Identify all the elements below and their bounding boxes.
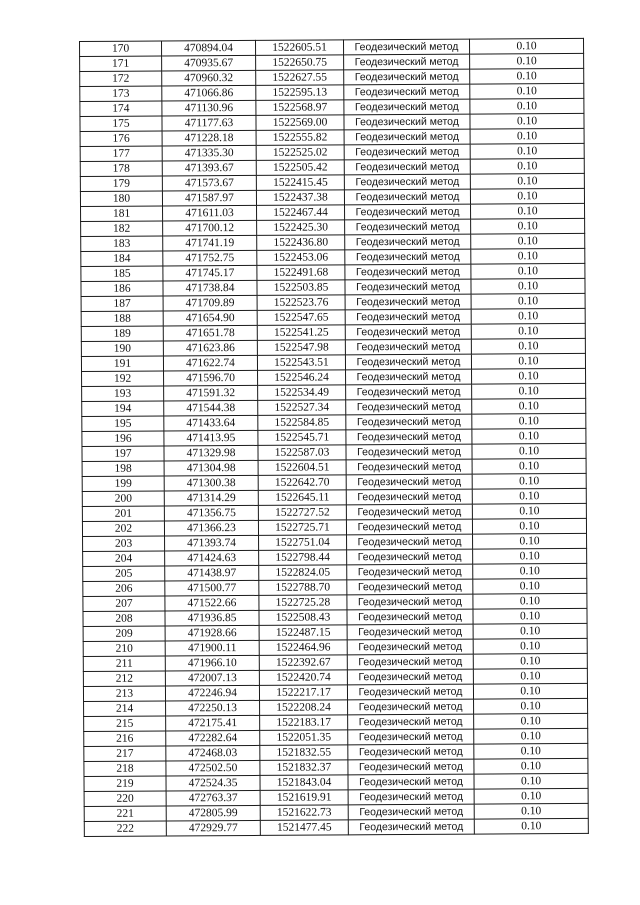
point-number-cell: 186 — [81, 281, 163, 297]
accuracy-cell: 0.10 — [472, 368, 586, 384]
accuracy-cell: 0.10 — [472, 443, 586, 459]
point-number-cell: 203 — [83, 536, 165, 552]
y-coordinate-cell: 1522798.44 — [259, 550, 347, 566]
y-coordinate-cell: 1522725.71 — [258, 520, 346, 536]
y-coordinate-cell: 1522788.70 — [259, 580, 347, 596]
point-number-cell: 212 — [83, 671, 165, 687]
point-number-cell: 191 — [81, 356, 163, 372]
x-coordinate-cell: 471596.70 — [164, 370, 258, 386]
method-cell: Геодезический метод — [345, 219, 471, 235]
point-number-cell: 206 — [83, 581, 165, 597]
x-coordinate-cell: 471900.11 — [165, 640, 259, 656]
x-coordinate-cell: 470960.32 — [162, 70, 256, 86]
point-number-cell: 174 — [80, 101, 162, 117]
accuracy-cell: 0.10 — [470, 83, 584, 99]
accuracy-cell: 0.10 — [473, 593, 587, 609]
x-coordinate-cell: 470935.67 — [162, 55, 256, 71]
x-coordinate-cell: 471177.63 — [162, 115, 256, 131]
method-cell: Геодезический метод — [348, 819, 474, 835]
method-cell: Геодезический метод — [348, 699, 474, 715]
point-number-cell: 185 — [81, 266, 163, 282]
y-coordinate-cell: 1522725.28 — [259, 595, 347, 611]
method-cell: Геодезический метод — [347, 639, 473, 655]
point-number-cell: 175 — [80, 116, 162, 132]
method-cell: Геодезический метод — [346, 384, 472, 400]
y-coordinate-cell: 1522546.24 — [258, 370, 346, 386]
point-number-cell: 179 — [80, 176, 162, 192]
y-coordinate-cell: 1522453.06 — [257, 250, 345, 266]
point-number-cell: 204 — [83, 551, 165, 567]
y-coordinate-cell: 1522642.70 — [258, 475, 346, 491]
accuracy-cell: 0.10 — [474, 743, 588, 759]
accuracy-cell: 0.10 — [470, 113, 584, 129]
accuracy-cell: 0.10 — [471, 323, 585, 339]
method-cell: Геодезический метод — [347, 534, 473, 550]
point-number-cell: 205 — [83, 566, 165, 582]
accuracy-cell: 0.10 — [474, 728, 588, 744]
point-number-cell: 213 — [83, 686, 165, 702]
x-coordinate-cell: 471611.03 — [163, 205, 257, 221]
x-coordinate-cell: 472175.41 — [166, 715, 260, 731]
x-coordinate-cell: 471738.84 — [163, 280, 257, 296]
x-coordinate-cell: 471314.29 — [164, 490, 258, 506]
method-cell: Геодезический метод — [347, 624, 473, 640]
accuracy-cell: 0.10 — [473, 578, 587, 594]
y-coordinate-cell: 1522208.24 — [260, 700, 348, 716]
accuracy-cell: 0.10 — [474, 698, 588, 714]
x-coordinate-cell: 472929.77 — [166, 820, 260, 836]
method-cell: Геодезический метод — [346, 444, 472, 460]
point-number-cell: 215 — [84, 716, 166, 732]
method-cell: Геодезический метод — [343, 39, 469, 55]
point-number-cell: 177 — [80, 146, 162, 162]
x-coordinate-cell: 472468.03 — [166, 745, 260, 761]
point-number-cell: 195 — [82, 416, 164, 432]
x-coordinate-cell: 472805.99 — [166, 805, 260, 821]
accuracy-cell: 0.10 — [472, 488, 586, 504]
point-number-cell: 201 — [82, 506, 164, 522]
accuracy-cell: 0.10 — [471, 353, 585, 369]
x-coordinate-cell: 471752.75 — [163, 250, 257, 266]
x-coordinate-cell: 471741.19 — [163, 235, 257, 251]
x-coordinate-cell: 471413.95 — [164, 430, 258, 446]
point-number-cell: 180 — [80, 191, 162, 207]
accuracy-cell: 0.10 — [473, 668, 587, 684]
method-cell: Геодезический метод — [346, 399, 472, 415]
accuracy-cell: 0.10 — [472, 503, 586, 519]
point-number-cell: 199 — [82, 476, 164, 492]
y-coordinate-cell: 1522605.51 — [255, 40, 343, 56]
y-coordinate-cell: 1522508.43 — [259, 610, 347, 626]
method-cell: Геодезический метод — [347, 669, 473, 685]
method-cell: Геодезический метод — [348, 714, 474, 730]
y-coordinate-cell: 1522051.35 — [260, 730, 348, 746]
method-cell: Геодезический метод — [348, 804, 474, 820]
y-coordinate-cell: 1522420.74 — [259, 670, 347, 686]
y-coordinate-cell: 1522183.17 — [260, 715, 348, 731]
accuracy-cell: 0.10 — [472, 398, 586, 414]
accuracy-cell: 0.10 — [473, 533, 587, 549]
x-coordinate-cell: 472007.13 — [165, 670, 259, 686]
x-coordinate-cell: 472250.13 — [166, 700, 260, 716]
accuracy-cell: 0.10 — [471, 248, 585, 264]
accuracy-cell: 0.10 — [473, 548, 587, 564]
accuracy-cell: 0.10 — [470, 68, 584, 84]
point-number-cell: 209 — [83, 626, 165, 642]
accuracy-cell: 0.10 — [471, 308, 585, 324]
accuracy-cell: 0.10 — [473, 623, 587, 639]
y-coordinate-cell: 1522436.80 — [257, 235, 345, 251]
method-cell: Геодезический метод — [347, 654, 473, 670]
method-cell: Геодезический метод — [344, 144, 470, 160]
x-coordinate-cell: 471522.66 — [165, 595, 259, 611]
x-coordinate-cell: 471573.67 — [162, 175, 256, 191]
point-number-cell: 211 — [83, 656, 165, 672]
method-cell: Геодезический метод — [348, 789, 474, 805]
x-coordinate-cell: 471587.97 — [162, 190, 256, 206]
method-cell: Геодезический метод — [344, 129, 470, 145]
accuracy-cell: 0.10 — [471, 218, 585, 234]
accuracy-cell: 0.10 — [472, 428, 586, 444]
method-cell: Геодезический метод — [344, 99, 470, 115]
accuracy-cell: 0.10 — [471, 233, 585, 249]
accuracy-cell: 0.10 — [470, 143, 584, 159]
point-number-cell: 183 — [81, 236, 163, 252]
x-coordinate-cell: 471966.10 — [165, 655, 259, 671]
y-coordinate-cell: 1522437.38 — [256, 190, 344, 206]
point-number-cell: 218 — [84, 761, 166, 777]
x-coordinate-cell: 471651.78 — [163, 325, 257, 341]
method-cell: Геодезический метод — [344, 159, 470, 175]
x-coordinate-cell: 471228.18 — [162, 130, 256, 146]
x-coordinate-cell: 471622.74 — [163, 355, 257, 371]
y-coordinate-cell: 1522569.00 — [256, 115, 344, 131]
method-cell: Геодезический метод — [344, 54, 470, 70]
x-coordinate-cell: 470894.04 — [162, 40, 256, 56]
y-coordinate-cell: 1522491.68 — [257, 265, 345, 281]
x-coordinate-cell: 471591.32 — [164, 385, 258, 401]
y-coordinate-cell: 1521619.91 — [260, 790, 348, 806]
point-number-cell: 189 — [81, 326, 163, 342]
point-number-cell: 210 — [83, 641, 165, 657]
accuracy-cell: 0.10 — [470, 53, 584, 69]
method-cell: Геодезический метод — [345, 324, 471, 340]
x-coordinate-cell: 471928.66 — [165, 625, 259, 641]
x-coordinate-cell: 471393.74 — [165, 535, 259, 551]
point-number-cell: 184 — [81, 251, 163, 267]
x-coordinate-cell: 471438.97 — [165, 565, 259, 581]
method-cell: Геодезический метод — [346, 429, 472, 445]
method-cell: Геодезический метод — [346, 414, 472, 430]
y-coordinate-cell: 1521477.45 — [260, 820, 348, 836]
point-number-cell: 178 — [80, 161, 162, 177]
x-coordinate-cell: 471335.30 — [162, 145, 256, 161]
accuracy-cell: 0.10 — [474, 788, 588, 804]
point-number-cell: 193 — [82, 386, 164, 402]
accuracy-cell: 0.10 — [474, 773, 588, 789]
point-number-cell: 172 — [80, 71, 162, 87]
point-number-cell: 187 — [81, 296, 163, 312]
y-coordinate-cell: 1522543.51 — [257, 355, 345, 371]
x-coordinate-cell: 471393.67 — [162, 160, 256, 176]
point-number-cell: 221 — [84, 806, 166, 822]
accuracy-cell: 0.10 — [470, 98, 584, 114]
point-number-cell: 190 — [81, 341, 163, 357]
point-number-cell: 194 — [82, 401, 164, 417]
point-number-cell: 176 — [80, 131, 162, 147]
method-cell: Геодезический метод — [345, 204, 471, 220]
point-number-cell: 188 — [81, 311, 163, 327]
method-cell: Геодезический метод — [346, 519, 472, 535]
accuracy-cell: 0.10 — [471, 338, 585, 354]
point-number-cell: 182 — [81, 221, 163, 237]
y-coordinate-cell: 1522568.97 — [256, 100, 344, 116]
y-coordinate-cell: 1522751.04 — [259, 535, 347, 551]
accuracy-cell: 0.10 — [472, 518, 586, 534]
y-coordinate-cell: 1522392.67 — [259, 655, 347, 671]
x-coordinate-cell: 471936.85 — [165, 610, 259, 626]
accuracy-cell: 0.10 — [474, 803, 588, 819]
method-cell: Геодезический метод — [345, 249, 471, 265]
method-cell: Геодезический метод — [346, 504, 472, 520]
point-number-cell: 197 — [82, 446, 164, 462]
point-number-cell: 220 — [84, 791, 166, 807]
point-number-cell: 222 — [84, 821, 166, 837]
y-coordinate-cell: 1522824.05 — [259, 565, 347, 581]
table-row — [84, 818, 588, 836]
point-number-cell: 214 — [84, 701, 166, 717]
accuracy-cell: 0.10 — [473, 608, 587, 624]
y-coordinate-cell: 1522547.98 — [257, 340, 345, 356]
y-coordinate-cell: 1522547.65 — [257, 310, 345, 326]
method-cell: Геодезический метод — [344, 84, 470, 100]
method-cell: Геодезический метод — [345, 294, 471, 310]
y-coordinate-cell: 1522584.85 — [258, 415, 346, 431]
method-cell: Геодезический метод — [348, 759, 474, 775]
coordinates-table — [79, 38, 589, 837]
method-cell: Геодезический метод — [346, 489, 472, 505]
coordinates-table-body — [80, 38, 589, 836]
point-number-cell: 207 — [83, 596, 165, 612]
method-cell: Геодезический метод — [347, 579, 473, 595]
point-number-cell: 216 — [84, 731, 166, 747]
point-number-cell: 171 — [80, 56, 162, 72]
point-number-cell: 208 — [83, 611, 165, 627]
x-coordinate-cell: 471366.23 — [164, 520, 258, 536]
method-cell: Геодезический метод — [346, 474, 472, 490]
y-coordinate-cell: 1522525.02 — [256, 145, 344, 161]
point-number-cell: 219 — [84, 776, 166, 792]
method-cell: Геодезический метод — [345, 309, 471, 325]
x-coordinate-cell: 471130.96 — [162, 100, 256, 116]
x-coordinate-cell: 472763.37 — [166, 790, 260, 806]
x-coordinate-cell: 471424.63 — [165, 550, 259, 566]
y-coordinate-cell: 1522541.25 — [257, 325, 345, 341]
accuracy-cell: 0.10 — [473, 653, 587, 669]
x-coordinate-cell: 471066.86 — [162, 85, 256, 101]
accuracy-cell: 0.10 — [470, 128, 584, 144]
y-coordinate-cell: 1522527.34 — [258, 400, 346, 416]
x-coordinate-cell: 471329.98 — [164, 445, 258, 461]
accuracy-cell: 0.10 — [472, 473, 586, 489]
method-cell: Геодезический метод — [344, 174, 470, 190]
point-number-cell: 181 — [81, 206, 163, 222]
x-coordinate-cell: 471544.38 — [164, 400, 258, 416]
y-coordinate-cell: 1522415.45 — [256, 175, 344, 191]
method-cell: Геодезический метод — [345, 339, 471, 355]
point-number-cell: 196 — [82, 431, 164, 447]
y-coordinate-cell: 1522464.96 — [259, 640, 347, 656]
point-number-cell: 170 — [80, 41, 162, 57]
accuracy-cell: 0.10 — [473, 683, 587, 699]
y-coordinate-cell: 1522505.42 — [256, 160, 344, 176]
accuracy-cell: 0.10 — [470, 173, 584, 189]
y-coordinate-cell: 1522650.75 — [256, 55, 344, 71]
accuracy-cell: 0.10 — [471, 278, 585, 294]
accuracy-cell: 0.10 — [474, 818, 588, 834]
accuracy-cell: 0.10 — [472, 413, 586, 429]
y-coordinate-cell: 1522595.13 — [256, 85, 344, 101]
accuracy-cell: 0.10 — [471, 203, 585, 219]
point-number-cell: 202 — [82, 521, 164, 537]
x-coordinate-cell: 471433.64 — [164, 415, 258, 431]
point-number-cell: 200 — [82, 491, 164, 507]
method-cell: Геодезический метод — [344, 114, 470, 130]
y-coordinate-cell: 1522627.55 — [256, 70, 344, 86]
point-number-cell: 192 — [82, 371, 164, 387]
method-cell: Геодезический метод — [347, 594, 473, 610]
method-cell: Геодезический метод — [348, 744, 474, 760]
method-cell: Геодезический метод — [345, 264, 471, 280]
accuracy-cell: 0.10 — [470, 188, 584, 204]
method-cell: Геодезический метод — [346, 369, 472, 385]
y-coordinate-cell: 1522587.03 — [258, 445, 346, 461]
method-cell: Геодезический метод — [345, 234, 471, 250]
method-cell: Геодезический метод — [346, 459, 472, 475]
x-coordinate-cell: 471500.77 — [165, 580, 259, 596]
y-coordinate-cell: 1522727.52 — [258, 505, 346, 521]
y-coordinate-cell: 1522217.17 — [259, 685, 347, 701]
method-cell: Геодезический метод — [347, 549, 473, 565]
method-cell: Геодезический метод — [345, 354, 471, 370]
x-coordinate-cell: 471654.90 — [163, 310, 257, 326]
method-cell: Геодезический метод — [348, 774, 474, 790]
method-cell: Геодезический метод — [348, 729, 474, 745]
point-number-cell: 173 — [80, 86, 162, 102]
x-coordinate-cell: 471745.17 — [163, 265, 257, 281]
accuracy-cell: 0.10 — [474, 713, 588, 729]
x-coordinate-cell: 471700.12 — [163, 220, 257, 236]
method-cell: Геодезический метод — [344, 69, 470, 85]
x-coordinate-cell: 472282.64 — [166, 730, 260, 746]
x-coordinate-cell: 471304.98 — [164, 460, 258, 476]
y-coordinate-cell: 1522645.11 — [258, 490, 346, 506]
y-coordinate-cell: 1521622.73 — [260, 805, 348, 821]
method-cell: Геодезический метод — [347, 564, 473, 580]
y-coordinate-cell: 1521832.55 — [260, 745, 348, 761]
point-number-cell: 198 — [82, 461, 164, 477]
point-number-cell: 217 — [84, 746, 166, 762]
x-coordinate-cell: 471300.38 — [164, 475, 258, 491]
accuracy-cell: 0.10 — [471, 293, 585, 309]
method-cell: Геодезический метод — [347, 684, 473, 700]
accuracy-cell: 0.10 — [472, 458, 586, 474]
method-cell: Геодезический метод — [347, 609, 473, 625]
method-cell: Геодезический метод — [344, 189, 470, 205]
y-coordinate-cell: 1521832.37 — [260, 760, 348, 776]
x-coordinate-cell: 471356.75 — [164, 505, 258, 521]
x-coordinate-cell: 472524.35 — [166, 775, 260, 791]
accuracy-cell: 0.10 — [473, 563, 587, 579]
y-coordinate-cell: 1522503.85 — [257, 280, 345, 296]
y-coordinate-cell: 1522523.76 — [257, 295, 345, 311]
accuracy-cell: 0.10 — [473, 638, 587, 654]
y-coordinate-cell: 1522425.30 — [257, 220, 345, 236]
y-coordinate-cell: 1522534.49 — [258, 385, 346, 401]
y-coordinate-cell: 1522487.15 — [259, 625, 347, 641]
x-coordinate-cell: 471623.86 — [163, 340, 257, 356]
y-coordinate-cell: 1522545.71 — [258, 430, 346, 446]
accuracy-cell: 0.10 — [470, 158, 584, 174]
y-coordinate-cell: 1522467.44 — [257, 205, 345, 221]
accuracy-cell: 0.10 — [469, 38, 583, 54]
accuracy-cell: 0.10 — [471, 263, 585, 279]
accuracy-cell: 0.10 — [474, 758, 588, 774]
x-coordinate-cell: 472246.94 — [165, 685, 259, 701]
y-coordinate-cell: 1522555.82 — [256, 130, 344, 146]
accuracy-cell: 0.10 — [472, 383, 586, 399]
y-coordinate-cell: 1522604.51 — [258, 460, 346, 476]
x-coordinate-cell: 472502.50 — [166, 760, 260, 776]
y-coordinate-cell: 1521843.04 — [260, 775, 348, 791]
method-cell: Геодезический метод — [345, 279, 471, 295]
x-coordinate-cell: 471709.89 — [163, 295, 257, 311]
